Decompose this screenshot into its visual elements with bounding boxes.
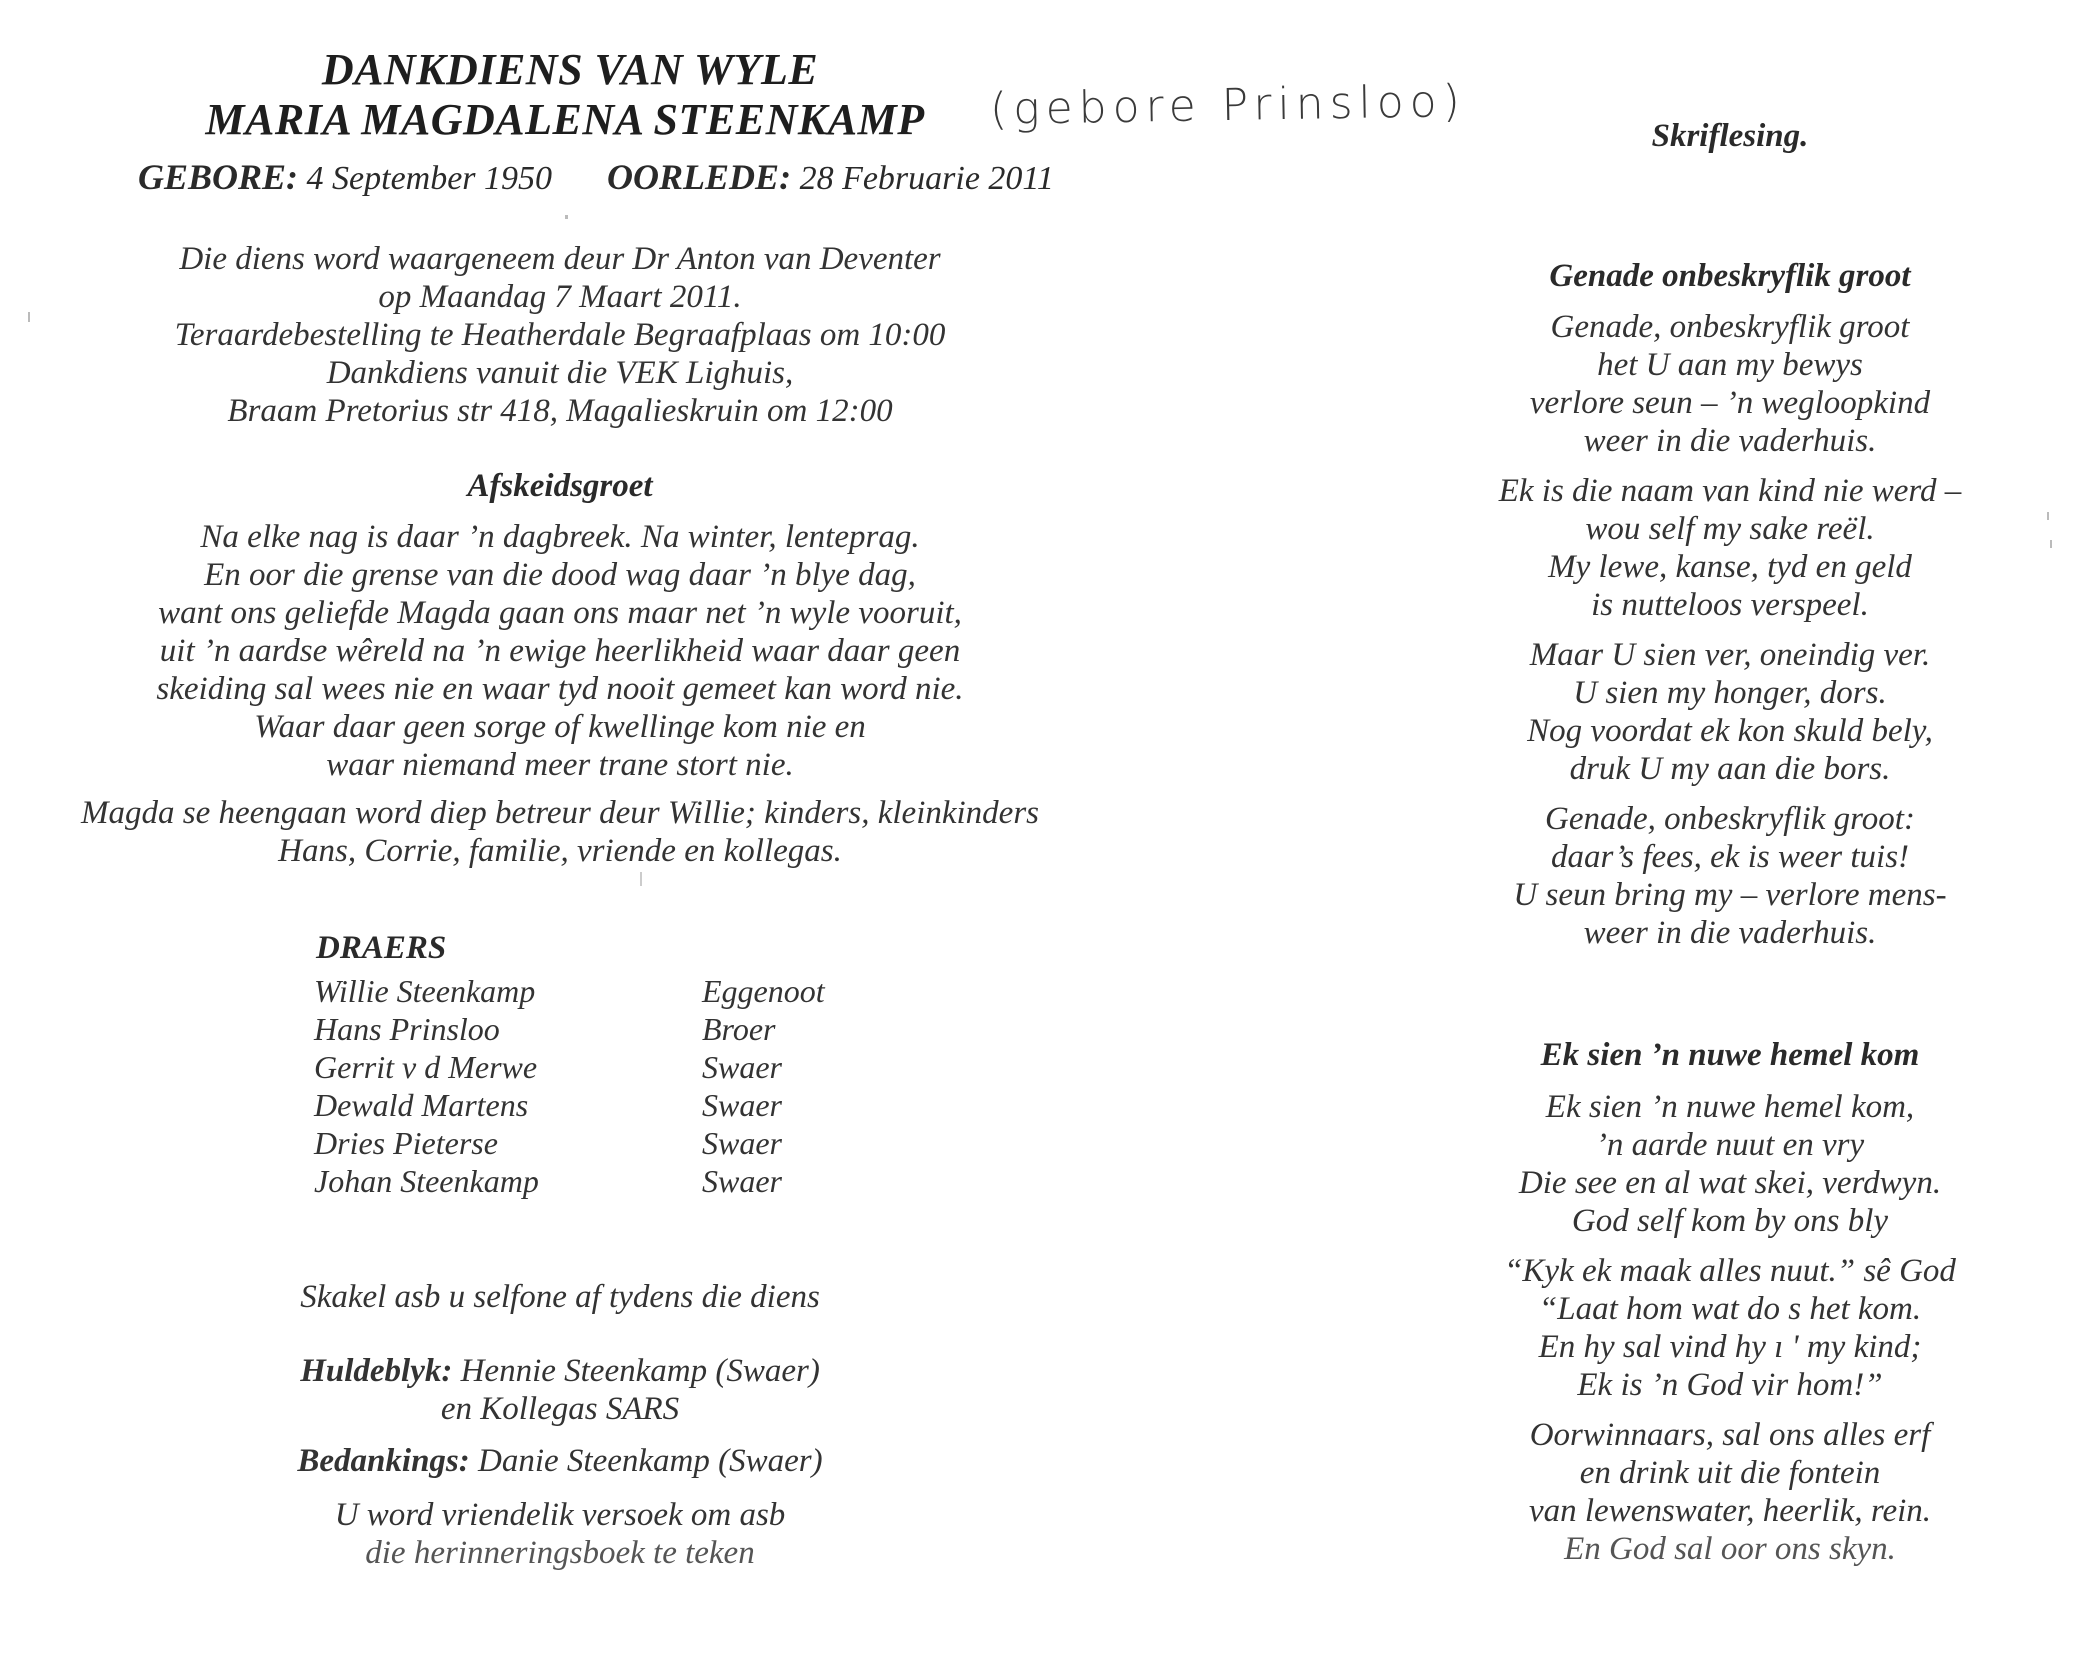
- farewell-line: Na elke nag is daar ’n dagbreek. Na winter, lenteprag.: [200, 519, 920, 555]
- service-line: Die diens word waargeneem deur Dr Anton van Deventer: [179, 241, 941, 277]
- hymn-line: is nutteloos verspeel.: [1591, 587, 1869, 623]
- hymn-line: en drink uit die fontein: [1579, 1455, 1881, 1491]
- hymn-stanza: [1460, 1088, 2000, 1240]
- farewell-line: want ons geliefde Magda gaan ons maar net ’n wyle vooruit,: [158, 595, 962, 631]
- farewell-heading: Afskeidsgroet: [467, 468, 653, 504]
- hymn-line: Die see en al wat skei, verdwyn.: [1518, 1165, 1942, 1201]
- hymn1-title: Genade onbeskryflik groot: [1549, 258, 1911, 294]
- pallbearer-name: Gerrit v d Merwe: [314, 1049, 538, 1085]
- farewell-line: skeiding sal wees nie en waar tyd nooit gemeet kan word nie.: [156, 671, 964, 707]
- hymn-stanza: [1460, 636, 2000, 788]
- hymn-stanza: [1460, 308, 2000, 460]
- hymn-stanza: [1460, 1416, 2000, 1568]
- title-line-2: MARIA MAGDALENA STEENKAMP: [205, 95, 925, 144]
- hymn-line: het U aan my bewys: [1597, 347, 1863, 383]
- farewell-line: Waar daar geen sorge of kwellinge kom nie en: [254, 709, 866, 745]
- hymn-line: Ek sien ’n nuwe hemel kom,: [1545, 1089, 1915, 1125]
- pallbearer-row: [314, 1162, 825, 1200]
- pallbearer-name: Dries Pieterse: [314, 1125, 498, 1161]
- thanks-block: [200, 1442, 920, 1480]
- hymn-line: “Kyk ek maak alles nuut.” sê God: [1504, 1253, 1956, 1289]
- scan-speck: [640, 872, 642, 886]
- born-label: GEBORE:: [138, 157, 299, 197]
- hymn-line: van lewenswater, heerlik, rein.: [1528, 1493, 1932, 1529]
- mourners-line: Hans, Corrie, familie, vriende en kollegas.: [278, 833, 842, 869]
- hymn-stanza: [1460, 472, 2000, 624]
- phones-notice: Skakel asb u selfone af tydens die diens: [300, 1279, 820, 1315]
- dates-line: [138, 156, 1054, 198]
- service-line: op Maandag 7 Maart 2011.: [378, 279, 742, 315]
- pallbearers-table: [314, 972, 825, 1200]
- pallbearer-relation: Swaer: [702, 1125, 782, 1161]
- pallbearer-relation: Broer: [702, 1011, 776, 1047]
- died-date: 28 Februarie 2011: [799, 160, 1054, 197]
- hymn-stanza: [1460, 800, 2000, 952]
- pallbearer-relation: Swaer: [702, 1087, 782, 1123]
- scripture-heading: Skriflesing.: [1651, 118, 1809, 154]
- pallbearer-relation: Swaer: [702, 1049, 782, 1085]
- pallbearer-name: Dewald Martens: [314, 1087, 529, 1123]
- thanks-label: Bedankings:: [297, 1443, 470, 1479]
- hymn-line: U sien my honger, dors.: [1573, 675, 1887, 711]
- died-label: OORLEDE:: [607, 157, 792, 197]
- hymn-line: ’n aarde nuut en vry: [1595, 1127, 1865, 1163]
- hymn-line: Ek is ’n God vir hom!”: [1577, 1367, 1883, 1403]
- hymn-line: En hy sal vind hy ı ' my kind;: [1538, 1329, 1922, 1365]
- hymn-line: druk U my aan die bors.: [1569, 751, 1891, 787]
- service-line: Dankdiens vanuit die VEK Lighuis,: [326, 355, 794, 391]
- title-line-1: DANKDIENS VAN WYLE: [321, 45, 819, 94]
- scan-speck: [2047, 512, 2049, 520]
- hymn2-text: [1460, 1088, 2000, 1580]
- hymn-line: Ek is die naam van kind nie werd –: [1498, 473, 1962, 509]
- born-date: 4 September 1950: [306, 160, 553, 197]
- hymn-line: U seun bring my – verlore mens-: [1513, 877, 1947, 913]
- pallbearer-name: Willie Steenkamp: [314, 973, 536, 1009]
- hymn-line: En God sal oor ons skyn.: [1564, 1531, 1896, 1567]
- hymn1-text: [1460, 308, 2000, 964]
- pallbearer-row: [314, 972, 825, 1010]
- mourners-line: Magda se heengaan word diep betreur deur Willie; kinders, kleinkinders: [80, 795, 1040, 831]
- hymn-line: wou self my sake reël.: [1585, 511, 1875, 547]
- hymn2-title: Ek sien ’n nuwe hemel kom: [1540, 1037, 1920, 1073]
- service-line: Braam Pretorius str 418, Magalieskruin om 12:00: [227, 393, 893, 429]
- handwritten-note: (gebore Prinsloo): [989, 75, 1467, 136]
- pallbearer-row: [314, 1048, 825, 1086]
- hymn-line: weer in die vaderhuis.: [1583, 915, 1877, 951]
- scan-speck: [2050, 540, 2052, 548]
- hymn-line: Genade, onbeskryflik groot:: [1545, 801, 1915, 837]
- tribute-line-2: en Kollegas SARS: [440, 1391, 680, 1427]
- tribute-value: Hennie Steenkamp (Swaer): [460, 1353, 820, 1389]
- hymn-line: weer in die vaderhuis.: [1583, 423, 1877, 459]
- guestbook-line: die herinneringsboek te teken: [365, 1535, 755, 1571]
- guestbook-request: [200, 1496, 920, 1572]
- hymn-line: Maar U sien ver, oneindig ver.: [1529, 637, 1931, 673]
- farewell-text: [60, 518, 1060, 784]
- hymn-line: My lewe, kanse, tyd en geld: [1548, 549, 1912, 585]
- pallbearer-name: Johan Steenkamp: [314, 1163, 539, 1199]
- pallbearer-name: Hans Prinsloo: [314, 1011, 500, 1047]
- hymn-line: God self kom by ons bly: [1571, 1203, 1889, 1239]
- pallbearer-row: [314, 1086, 825, 1124]
- service-line: Teraardebestelling te Heatherdale Begraafplaas om 10:00: [174, 317, 946, 353]
- tribute-block: [200, 1352, 920, 1428]
- service-details: [80, 240, 1040, 430]
- hymn-line: Nog voordat ek kon skuld bely,: [1527, 713, 1933, 749]
- tribute-label: Huldeblyk:: [300, 1353, 453, 1389]
- pallbearer-row: [314, 1124, 825, 1162]
- pallbearer-relation: Swaer: [702, 1163, 782, 1199]
- hymn-line: “Laat hom wat do s het kom.: [1538, 1291, 1922, 1327]
- thanks-value: Danie Steenkamp (Swaer): [478, 1443, 823, 1479]
- hymn-line: Oorwinnaars, sal ons alles erf: [1529, 1417, 1931, 1453]
- hymn-line: verlore seun – ’n wegloopkind: [1529, 385, 1931, 421]
- farewell-line: En oor die grense van die dood wag daar ’n blye dag,: [204, 557, 916, 593]
- mourners-text: [40, 794, 1080, 870]
- scan-speck: [28, 312, 30, 322]
- hymn-line: daar’s fees, ek is weer tuis!: [1550, 839, 1910, 875]
- scan-speck: [565, 215, 568, 219]
- pallbearers-heading: DRAERS: [316, 930, 447, 966]
- hymn-line: Genade, onbeskryflik groot: [1550, 309, 1910, 345]
- farewell-line: uit ’n aardse wêreld na ’n ewige heerlikheid waar daar geen: [159, 633, 961, 669]
- pallbearer-row: [314, 1010, 825, 1048]
- farewell-line: waar niemand meer trane stort nie.: [326, 747, 794, 783]
- guestbook-line: U word vriendelik versoek om asb: [334, 1497, 786, 1533]
- pallbearer-relation: Eggenoot: [702, 973, 825, 1009]
- hymn-stanza: [1460, 1252, 2000, 1404]
